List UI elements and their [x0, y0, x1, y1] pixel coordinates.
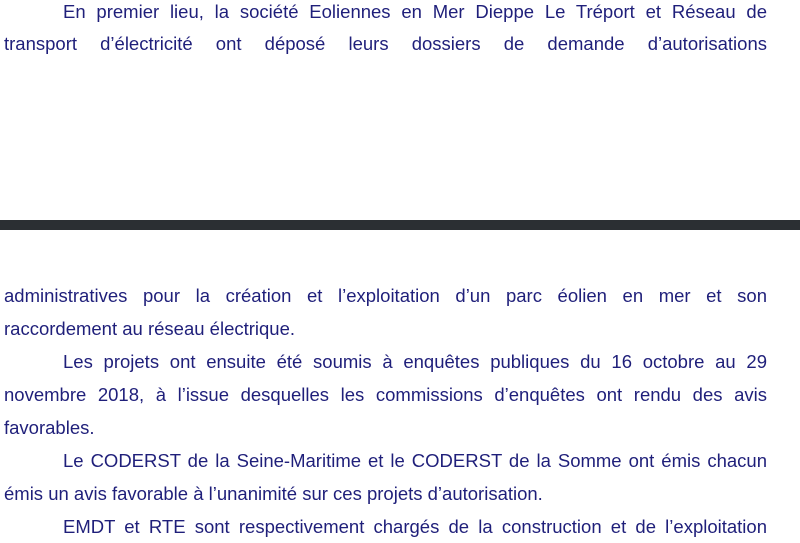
paragraph-2-line-1: Les projets ont ensuite été soumis à enquêtes publiques du 16 octobre au 29 — [63, 351, 767, 372]
paragraph-4-line-1: EMDT et RTE sont respectivement chargés de la construction et de l’exploitation — [63, 516, 767, 537]
paragraph-3-line-2: émis un avis favorable à l’unanimité sur ces projets d’autorisation. — [4, 483, 543, 504]
paragraph-1-line-2: transport d’électricité ont déposé leurs dossiers de demande d’autorisations — [4, 33, 767, 54]
paragraph-1-line-1: En premier lieu, la société Eoliennes en Mer Dieppe Le Tréport et Réseau de — [63, 1, 767, 22]
page-break-divider — [0, 220, 800, 230]
paragraph-2-line-3: favorables. — [4, 417, 95, 438]
paragraph-1-line-3: administratives pour la création et l’exploitation d’un parc éolien en mer et son — [4, 285, 767, 306]
page-top-section — [0, 0, 800, 220]
paragraph-2-line-2: novembre 2018, à l’issue desquelles les commissions d’enquêtes ont rendu des avis — [4, 384, 767, 405]
paragraph-1-line-4: raccordement au réseau électrique. — [4, 318, 296, 339]
page-bottom-section — [0, 230, 800, 543]
paragraph-3-line-1: Le CODERST de la Seine-Maritime et le CODERST de la Somme ont émis chacun — [63, 450, 767, 471]
